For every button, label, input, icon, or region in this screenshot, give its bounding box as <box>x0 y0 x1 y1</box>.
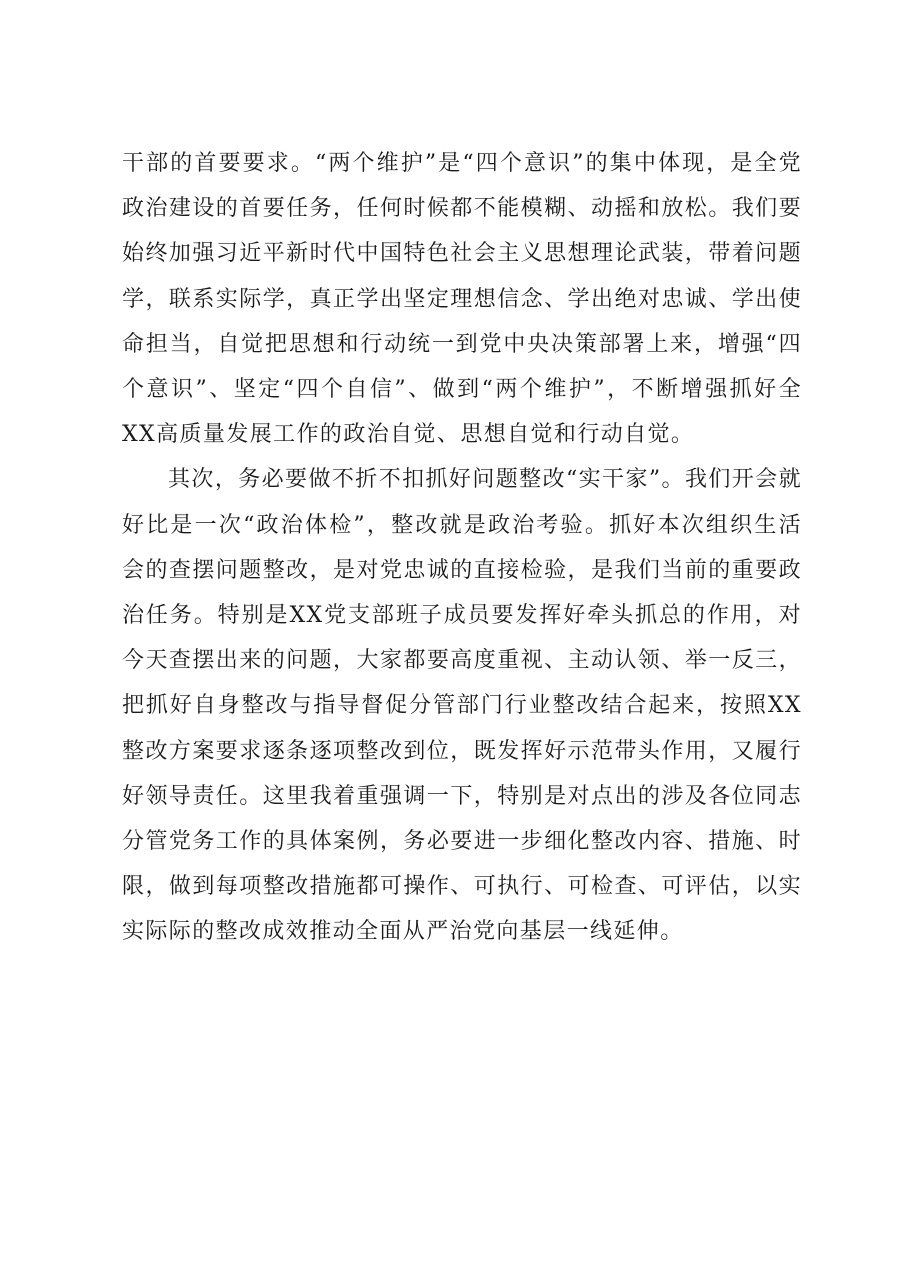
paragraph-rectification: 其次，务必要做不折不扣抓好问题整改“实干家”。我们开会就好比是一次“政治体检”，整改就是政治考验。抓好本次组织生活会的查摆问题整改，是对党忠诚的直接检验，是我们当前的重要政治任务。特别是XX党支部班子成员要发挥好牵头抓总的作用，对今天查摆出来的问题，大家都要高度重视、主动认领、举一反三，把抓好自身整改与指导督促分管部门行业整改结合起来，按照XX整改方案要求逐条逐项整改到位，既发挥好示范带头作用，又履行好领导责任。这里我着重强调一下，特别是对点出的涉及各位同志分管党务工作的具体案例，务必要进一步细化整改内容、措施、时限，做到每项整改措施都可操作、可执行、可检查、可评估，以实实际际的整改成效推动全面从严治党向基层一线延伸。 <box>122 467 802 945</box>
document-body <box>122 141 802 955</box>
paragraph-continuation: 干部的首要要求。“两个维护”是“四个意识”的集中体现，是全党政治建设的首要任务，任何时候都不能模糊、动摇和放松。我们要始终加强习近平新时代中国特色社会主义思想理论武装，带着问题学，联系实际学，真正学出坚定理想信念、学出绝对忠诚、学出使命担当，自觉把思想和行动统一到党中央决策部署上来，增强“四个意识”、坚定“四个自信”、做到“两个维护”，不断增强抓好全XX高质量发展工作的政治自觉、思想自觉和行动自觉。 <box>122 151 802 448</box>
